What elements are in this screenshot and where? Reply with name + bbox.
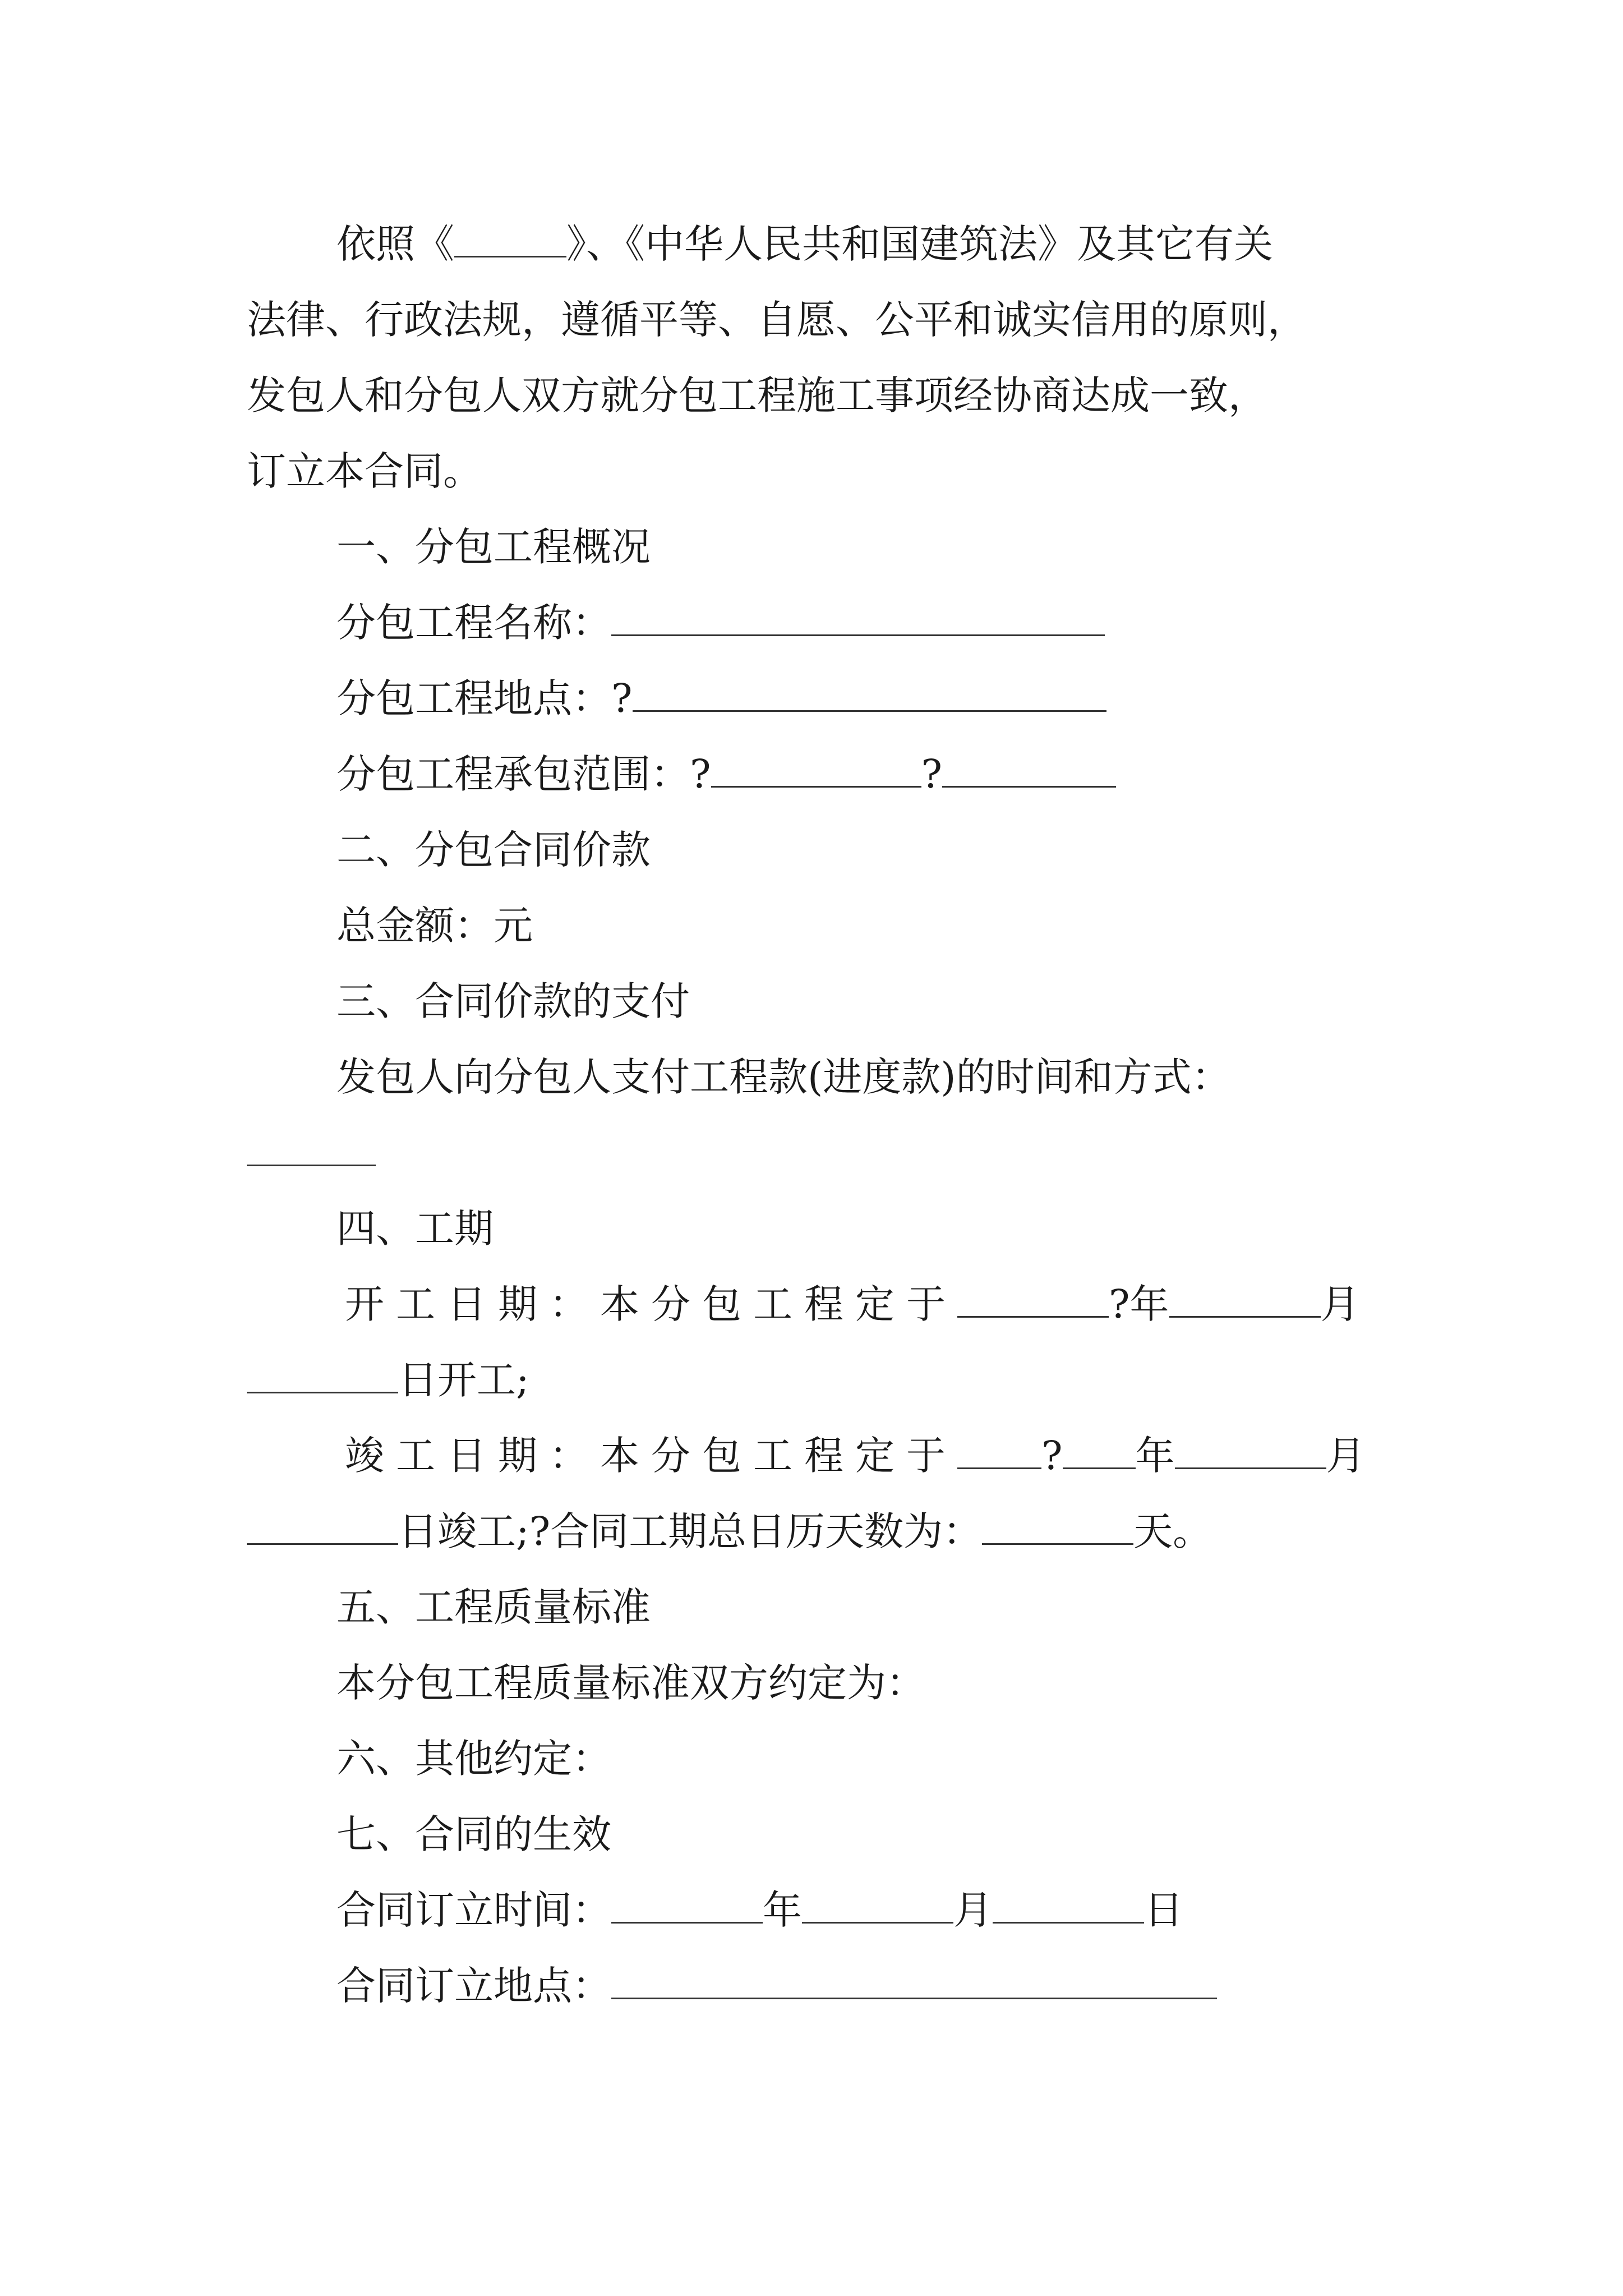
intro-text: 依照《 — [336, 221, 454, 267]
section-heading: 七、合同的生效 — [336, 1811, 611, 1857]
start-day-line — [247, 1352, 529, 1408]
payment-blank-line — [247, 1125, 376, 1181]
start-year-blank — [957, 1277, 1109, 1318]
end-day-blank — [247, 1504, 398, 1545]
payment-blank — [247, 1125, 376, 1166]
quality-line: 本分包工程质量标准双方约定为： — [336, 1660, 925, 1706]
field-label: 合同订立地点： — [336, 1963, 611, 2009]
field-label: 合同订立时间： — [336, 1887, 611, 1933]
end-year-blank-2 — [1063, 1428, 1136, 1469]
project-location-blank — [633, 671, 1106, 712]
sign-month-blank — [802, 1883, 953, 1924]
section-heading: 三、合同价款的支付 — [336, 978, 690, 1024]
field-text: 年 — [1135, 1433, 1175, 1479]
field-label: 分包工程地点：? — [336, 675, 633, 721]
section-heading: 一、分包工程概况 — [336, 524, 651, 570]
intro-text: 》、《中华人民共和国建筑法》及其它有关 — [566, 221, 1273, 267]
field-label: 竣工日期：本分包工程定于 — [345, 1433, 957, 1479]
project-scope-line — [336, 746, 1116, 802]
section-heading: 五、工程质量标准 — [336, 1584, 651, 1630]
field-text: 月 — [953, 1887, 993, 1933]
sign-place-blank — [611, 1958, 1217, 1999]
intro-line-3: 发包人和分包人双方就分包工程施工事项经协商达成一致， — [247, 372, 1267, 418]
field-label: 开工日期：本分包工程定于 — [345, 1281, 957, 1327]
end-year-blank-1 — [957, 1428, 1041, 1469]
scope-blank-1 — [711, 747, 921, 788]
field-text: 月 — [1326, 1433, 1366, 1479]
law-name-blank — [454, 217, 566, 257]
field-text: 日开工; — [398, 1357, 529, 1403]
sign-day-blank — [993, 1883, 1144, 1924]
project-name-line — [336, 595, 1105, 651]
field-text: ?年 — [1109, 1281, 1169, 1327]
section-heading: 四、工期 — [336, 1205, 494, 1251]
start-day-blank — [247, 1352, 398, 1393]
total-amount-line: 总金额：元 — [336, 903, 533, 949]
end-month-blank — [1175, 1428, 1326, 1469]
duration-days-blank — [982, 1504, 1133, 1545]
field-text: 天。 — [1133, 1508, 1212, 1554]
field-text: 日竣工;?合同工期总日历天数为： — [398, 1508, 983, 1554]
field-label: 分包工程承包范围：? — [336, 751, 711, 797]
end-date-line — [345, 1428, 1366, 1484]
intro-line-1 — [336, 216, 1273, 272]
signing-place-line — [336, 1958, 1217, 2014]
scope-blank-2 — [942, 747, 1116, 788]
field-text: ? — [1041, 1433, 1063, 1479]
field-text: 日 — [1144, 1887, 1183, 1933]
section-heading: 二、分包合同价款 — [336, 827, 651, 873]
sign-year-blank — [611, 1883, 763, 1924]
section-heading: 六、其他约定： — [336, 1736, 611, 1782]
signing-time-line — [336, 1882, 1183, 1938]
project-location-line — [336, 670, 1106, 726]
start-date-line — [345, 1276, 1360, 1332]
field-label: 分包工程名称： — [336, 600, 611, 646]
field-text: 月 — [1320, 1281, 1360, 1327]
end-day-line — [247, 1503, 1212, 1559]
payment-line: 发包人向分包人支付工程款(进度款)的时间和方式： — [336, 1054, 1231, 1100]
field-text: 年 — [763, 1887, 802, 1933]
field-text: ? — [921, 751, 943, 797]
start-month-blank — [1169, 1277, 1321, 1318]
project-name-blank — [611, 595, 1105, 636]
intro-line-4: 订立本合同。 — [247, 448, 482, 494]
intro-line-2: 法律、行政法规，遵循平等、自愿、公平和诚实信用的原则， — [247, 297, 1307, 343]
